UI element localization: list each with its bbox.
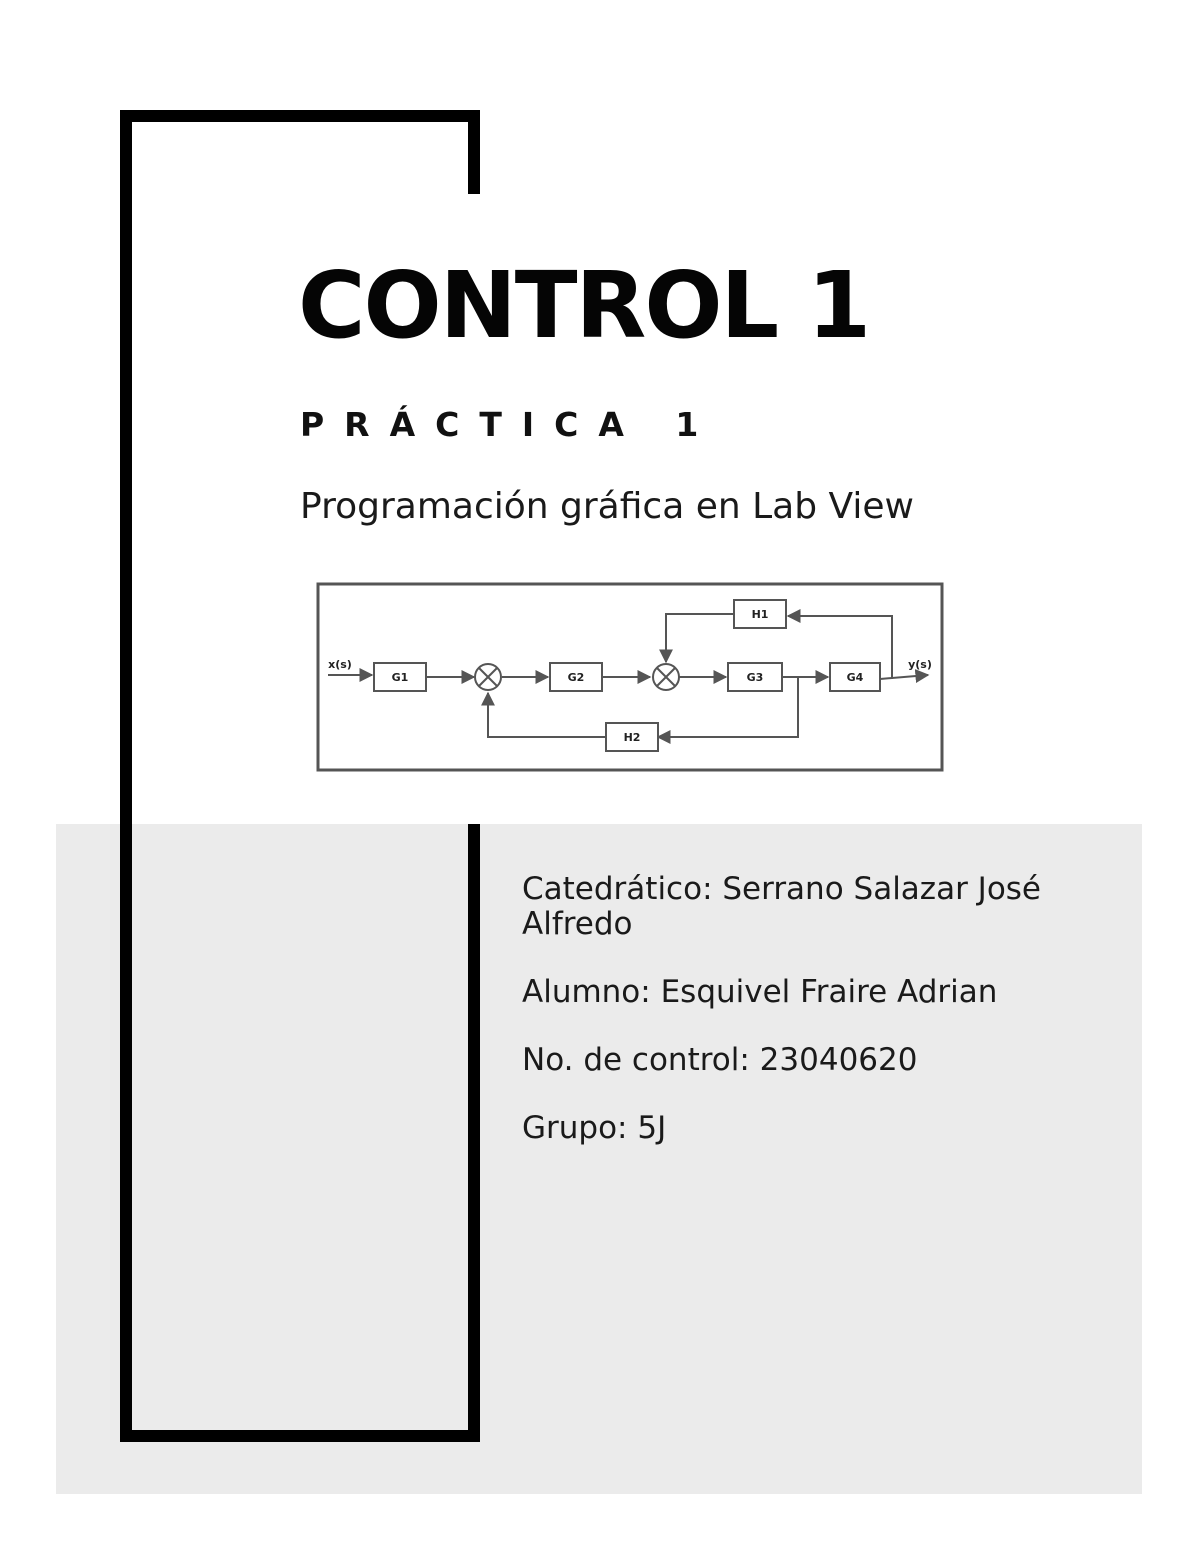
summing-junction-2 xyxy=(653,664,679,690)
grupo-text: Grupo: 5J xyxy=(522,1110,667,1146)
block-label-g1: G1 xyxy=(391,671,409,684)
document-subtitle: PRÁCTICA 1 xyxy=(300,405,719,444)
block-label-g2: G2 xyxy=(567,671,585,684)
input-label: x(s) xyxy=(328,658,352,671)
catedratico-text: Catedrático: Serrano Salazar José Alfredo xyxy=(522,871,1042,942)
output-label: y(s) xyxy=(908,658,932,671)
alumno-text: Alumno: Esquivel Fraire Adrian xyxy=(522,974,998,1010)
frame-line-top xyxy=(120,110,480,122)
document-topic: Programación gráfica en Lab View xyxy=(300,486,914,527)
author-info xyxy=(522,872,1082,1179)
block-label-h1: H1 xyxy=(751,608,769,621)
block-label-h2: H2 xyxy=(623,731,641,744)
block-diagram xyxy=(316,582,944,774)
frame-line-bottom xyxy=(120,1430,480,1442)
block-label-g3: G3 xyxy=(746,671,764,684)
block-label-g4: G4 xyxy=(846,671,864,684)
frame-line-right-top xyxy=(468,110,480,194)
frame-line-right-bottom xyxy=(468,824,480,1442)
summing-junction-1 xyxy=(475,664,501,690)
frame-line-left xyxy=(120,110,132,1442)
no-control-text: No. de control: 23040620 xyxy=(522,1042,918,1078)
document-title: CONTROL 1 xyxy=(298,252,870,359)
